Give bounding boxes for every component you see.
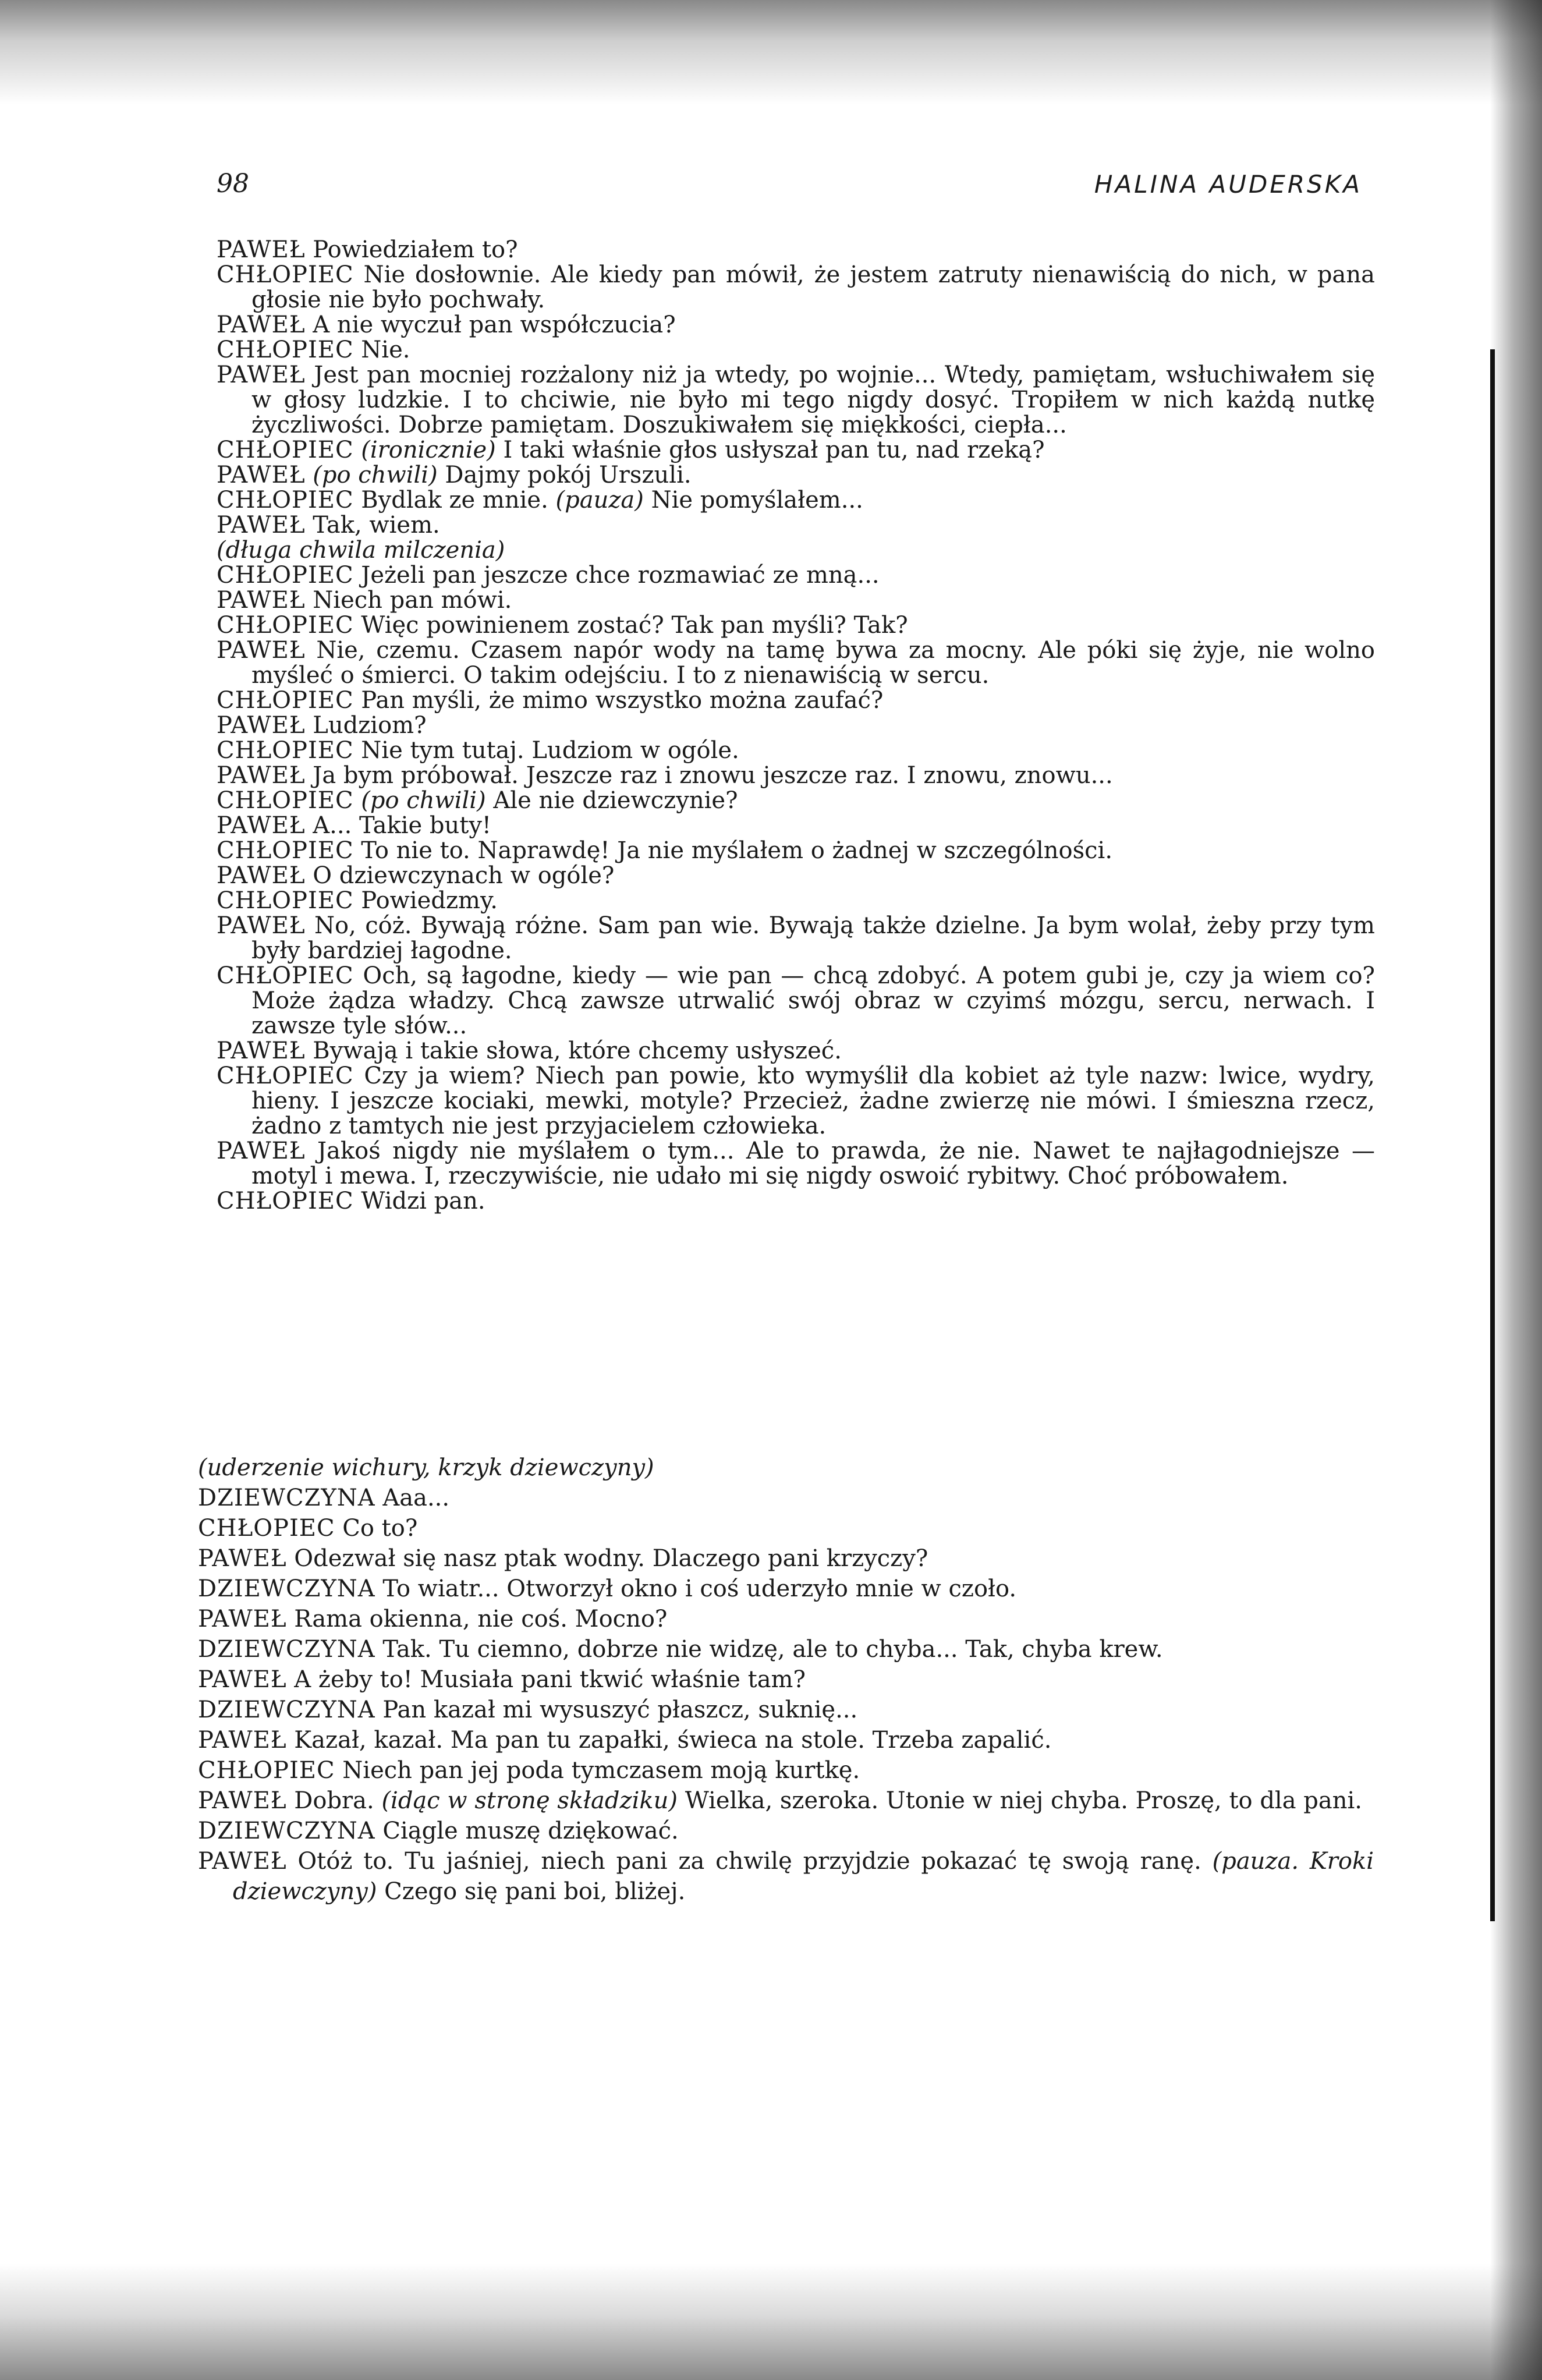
stage-direction: (pauza) [548,487,644,513]
dialogue-text: Kazał, kazał. Ma pan tu zapałki, świeca na stole. Trzeba zapalić. [286,1727,1052,1754]
dialogue-line [217,263,1375,313]
dialogue-text: Czego się pani boi, bliżej. [377,1878,686,1905]
dialogue-text: Aaa... [375,1485,450,1511]
dialogue-text: Tak. Tu ciemno, dobrze nie widzę, ale to chyba... Tak, chyba krew. [375,1636,1163,1663]
speaker-name: PAWEŁ [217,812,306,839]
speaker-name: PAWEŁ [217,587,306,614]
dialogue-text: O dziewczynach w ogóle? [305,862,615,889]
dialogue-line [198,1483,1374,1513]
dialogue-text: Bydlak ze mnie. [353,487,548,513]
dialogue-line [217,1139,1375,1189]
speaker-name: CHŁOPIEC [217,687,354,714]
speaker-name: CHŁOPIEC [217,487,354,513]
dialogue-line [217,888,1375,913]
dialogue-line [217,713,1375,738]
stage-direction: (po chwili) [353,787,486,814]
speaker-name: PAWEŁ [217,236,306,263]
dialogue-text: I taki właśnie głos usłyszał pan tu, nad rzeką? [495,437,1045,463]
speaker-name: CHŁOPIEC [217,1188,354,1214]
dialogue-text: Bywają i takie słowa, które chcemy usłyszeć. [305,1037,842,1064]
dialogue-line [217,363,1375,438]
speaker-name: PAWEŁ [198,1848,287,1875]
dialogue-text: Nie, czemu. Czasem napór wody na tamę bywa za mocny. Ale póki się żyje, nie wolno myśleć o śmierci. O takim odejściu. I to z nienawiścią w sercu. [251,637,1375,689]
dialogue-line [198,1453,1374,1483]
dialogue-line [198,1664,1374,1695]
stage-direction: (długa chwila milczenia) [217,537,505,564]
dialogue-text: Nie. [353,337,410,363]
dialogue-line [198,1574,1374,1604]
dialogue-text: Niech pan jej poda tymczasem moją kurtkę. [335,1757,860,1784]
dialogue-text: Ludziom? [305,712,427,739]
dialogue-line [198,1695,1374,1725]
speaker-name: CHŁOPIEC [217,1062,354,1089]
speaker-name: PAWEŁ [217,762,306,789]
dialogue-text: Powiedziałem to? [305,236,518,263]
speaker-name: CHŁOPIEC [217,562,354,589]
speaker-name: CHŁOPIEC [217,887,354,914]
speaker-name: PAWEŁ [217,1037,306,1064]
dialogue-line [198,1846,1374,1907]
speaker-name: CHŁOPIEC [217,737,354,764]
dialogue-text: Ja bym próbował. Jeszcze raz i znowu jeszcze raz. I znowu, znowu... [305,762,1113,789]
speaker-name: DZIEWCZYNA [198,1575,375,1602]
dialogue-block-lower [198,1453,1374,1907]
speaker-name: DZIEWCZYNA [198,1636,375,1663]
stage-direction: (uderzenie wichury, krzyk dziewczyny) [198,1454,654,1481]
dialogue-line [198,1786,1374,1816]
dialogue-text: To nie to. Naprawdę! Ja nie myślałem o żadnej w szczególności. [353,837,1113,864]
dialogue-text: Ciągle muszę dziękować. [375,1818,679,1844]
dialogue-line [217,588,1375,613]
speaker-name: CHŁOPIEC [217,962,354,989]
speaker-name: CHŁOPIEC [217,261,354,288]
dialogue-line [217,964,1375,1039]
dialogue-text: Jeżeli pan jeszcze chce rozmawiać ze mną... [353,562,880,589]
dialogue-text: Nie pomyślałem... [643,487,863,513]
dialogue-text: A nie wyczuł pan współczucia? [305,311,676,338]
dialogue-line [217,488,1375,513]
speaker-name: CHŁOPIEC [217,337,354,363]
dialogue-line [198,1755,1374,1786]
speaker-name: PAWEŁ [198,1606,287,1632]
speaker-name: DZIEWCZYNA [198,1485,375,1511]
speaker-name: PAWEŁ [217,362,306,388]
stage-direction: (po chwili) [305,462,438,488]
dialogue-line [217,463,1375,488]
speaker-name: PAWEŁ [217,637,306,664]
dialogue-text: Pan myśli, że mimo wszystko można zaufać? [353,687,884,714]
dialogue-text: Pan kazał mi wysuszyć płaszcz, suknię... [375,1697,858,1723]
dialogue-text: Wielka, szeroka. Utonie w niej chyba. Proszę, to dla pani. [677,1787,1362,1814]
dialogue-line [217,838,1375,863]
dialogue-line [217,613,1375,638]
dialogue-line [198,1604,1374,1634]
speaker-name: PAWEŁ [217,512,306,539]
dialogue-text: Dajmy pokój Urszuli. [437,462,692,488]
dialogue-line [217,1039,1375,1064]
dialogue-line [198,1634,1374,1664]
dialogue-text: Tak, wiem. [305,512,440,539]
speaker-name: CHŁOPIEC [217,437,354,463]
speaker-name: PAWEŁ [198,1787,287,1814]
dialogue-line [217,763,1375,788]
dialogue-text: Jest pan mocniej rozżalony niż ja wtedy, po wojnie... Wtedy, pamiętam, wsłuchiwałem się w głosy ludzkie. I to chciwie, nie było mi tego nigdy dosyć. Tropiłem w nich każdą nutkę życzliwości. Dobrze pamiętam. Doszukiwałem się miękkości, ciepła... [251,362,1375,438]
speaker-name: PAWEŁ [217,712,306,739]
dialogue-text: Och, są łagodne, kiedy — wie pan — chcą zdobyć. A potem gubi je, czy ja wiem co? Może żądza władzy. Chcą zawsze utrwalić swój obraz w czyimś mózgu, sercu, nerwach. I zawsze tyle słów... [251,962,1375,1039]
dialogue-text: To wiatr... Otworzył okno i coś uderzyło mnie w czoło. [375,1575,1017,1602]
dialogue-line [198,1543,1374,1574]
speaker-name: PAWEŁ [198,1727,287,1754]
dialogue-text: Jakoś nigdy nie myślałem o tym... Ale to prawda, że nie. Nawet te najłagodniejsze — motyl i mewa. I, rzeczywiście, nie udało mi się nigdy oswoić rybitwy. Choć próbowałem. [251,1138,1375,1189]
dialogue-line [198,1513,1374,1543]
speaker-name: CHŁOPIEC [198,1515,335,1542]
scan-shadow-bottom [0,2259,1542,2380]
dialogue-text: Co to? [335,1515,418,1542]
speaker-name: PAWEŁ [217,462,306,488]
speaker-name: CHŁOPIEC [217,837,354,864]
dialogue-line [217,563,1375,588]
speaker-name: CHŁOPIEC [198,1757,335,1784]
dialogue-text: Otóż to. Tu jaśniej, niech pani za chwilę przyjdzie pokazać tę swoją ranę. [286,1848,1201,1875]
scan-shadow-spine [1490,0,1542,2380]
dialogue-line [217,338,1375,363]
dialogue-text: Czy ja wiem? Niech pan powie, kto wymyślił dla kobiet aż tyle nazw: lwice, wydry, hieny. I jeszcze kociaki, mewki, motyle? Przecież, żadne zwierzę nie mówi. I śmieszna rzecz, żadno z tamtych nie jest przyjacielem człowieka. [251,1062,1375,1139]
dialogue-line [217,863,1375,888]
dialogue-text: A... Takie buty! [305,812,491,839]
speaker-name: PAWEŁ [217,862,306,889]
dialogue-line [217,438,1375,463]
dialogue-text: Niech pan mówi. [305,587,512,614]
page-number: 98 [217,169,249,199]
speaker-name: PAWEŁ [198,1545,287,1572]
dialogue-text: Więc powinienem zostać? Tak pan myśli? Tak? [353,612,908,639]
dialogue-text: Nie dosłownie. Ale kiedy pan mówił, że jestem zatruty nienawiścią do nich, w pana głosie nie było pochwały. [251,261,1375,313]
speaker-name: PAWEŁ [217,311,306,338]
dialogue-line [217,513,1375,538]
speaker-name: DZIEWCZYNA [198,1818,375,1844]
dialogue-line [198,1816,1374,1846]
dialogue-line [217,688,1375,713]
dialogue-text: Widzi pan. [353,1188,485,1214]
dialogue-block-upper [217,238,1375,1214]
speaker-name: PAWEŁ [217,1138,306,1164]
speaker-name: PAWEŁ [217,912,306,939]
dialogue-line [217,238,1375,263]
dialogue-line [217,813,1375,838]
dialogue-text: Powiedzmy. [353,887,498,914]
speaker-name: DZIEWCZYNA [198,1697,375,1723]
speaker-name: CHŁOPIEC [217,612,354,639]
dialogue-text: Odezwał się nasz ptak wodny. Dlaczego pani krzyczy? [286,1545,928,1572]
stage-direction: (ironicznie) [353,437,496,463]
binding-edge [1490,349,1495,1921]
stage-direction: (idąc w stronę składziku) [374,1787,678,1814]
dialogue-text: Nie tym tutaj. Ludziom w ogóle. [353,737,739,764]
dialogue-text: Rama okienna, nie coś. Mocno? [286,1606,668,1632]
dialogue-line [217,538,1375,563]
dialogue-text: No, cóż. Bywają różne. Sam pan wie. Bywają także dzielne. Ja bym wolał, żeby przy tym były bardziej łagodne. [251,912,1375,964]
dialogue-line [217,638,1375,688]
dialogue-line [217,1064,1375,1139]
dialogue-line [217,913,1375,964]
speaker-name: PAWEŁ [198,1666,287,1693]
dialogue-line [217,788,1375,813]
speaker-name: CHŁOPIEC [217,787,354,814]
running-head: HALINA AUDERSKA [1094,170,1362,199]
dialogue-line [198,1725,1374,1755]
dialogue-line [217,1189,1375,1214]
dialogue-text: Dobra. [286,1787,374,1814]
dialogue-text: Ale nie dziewczynie? [485,787,738,814]
scan-shadow-top [0,0,1542,116]
dialogue-line [217,738,1375,763]
dialogue-text: A żeby to! Musiała pani tkwić właśnie tam? [286,1666,806,1693]
dialogue-line [217,313,1375,338]
stage-direction: (pauza. Kroki dziewczyny) [233,1848,1374,1905]
